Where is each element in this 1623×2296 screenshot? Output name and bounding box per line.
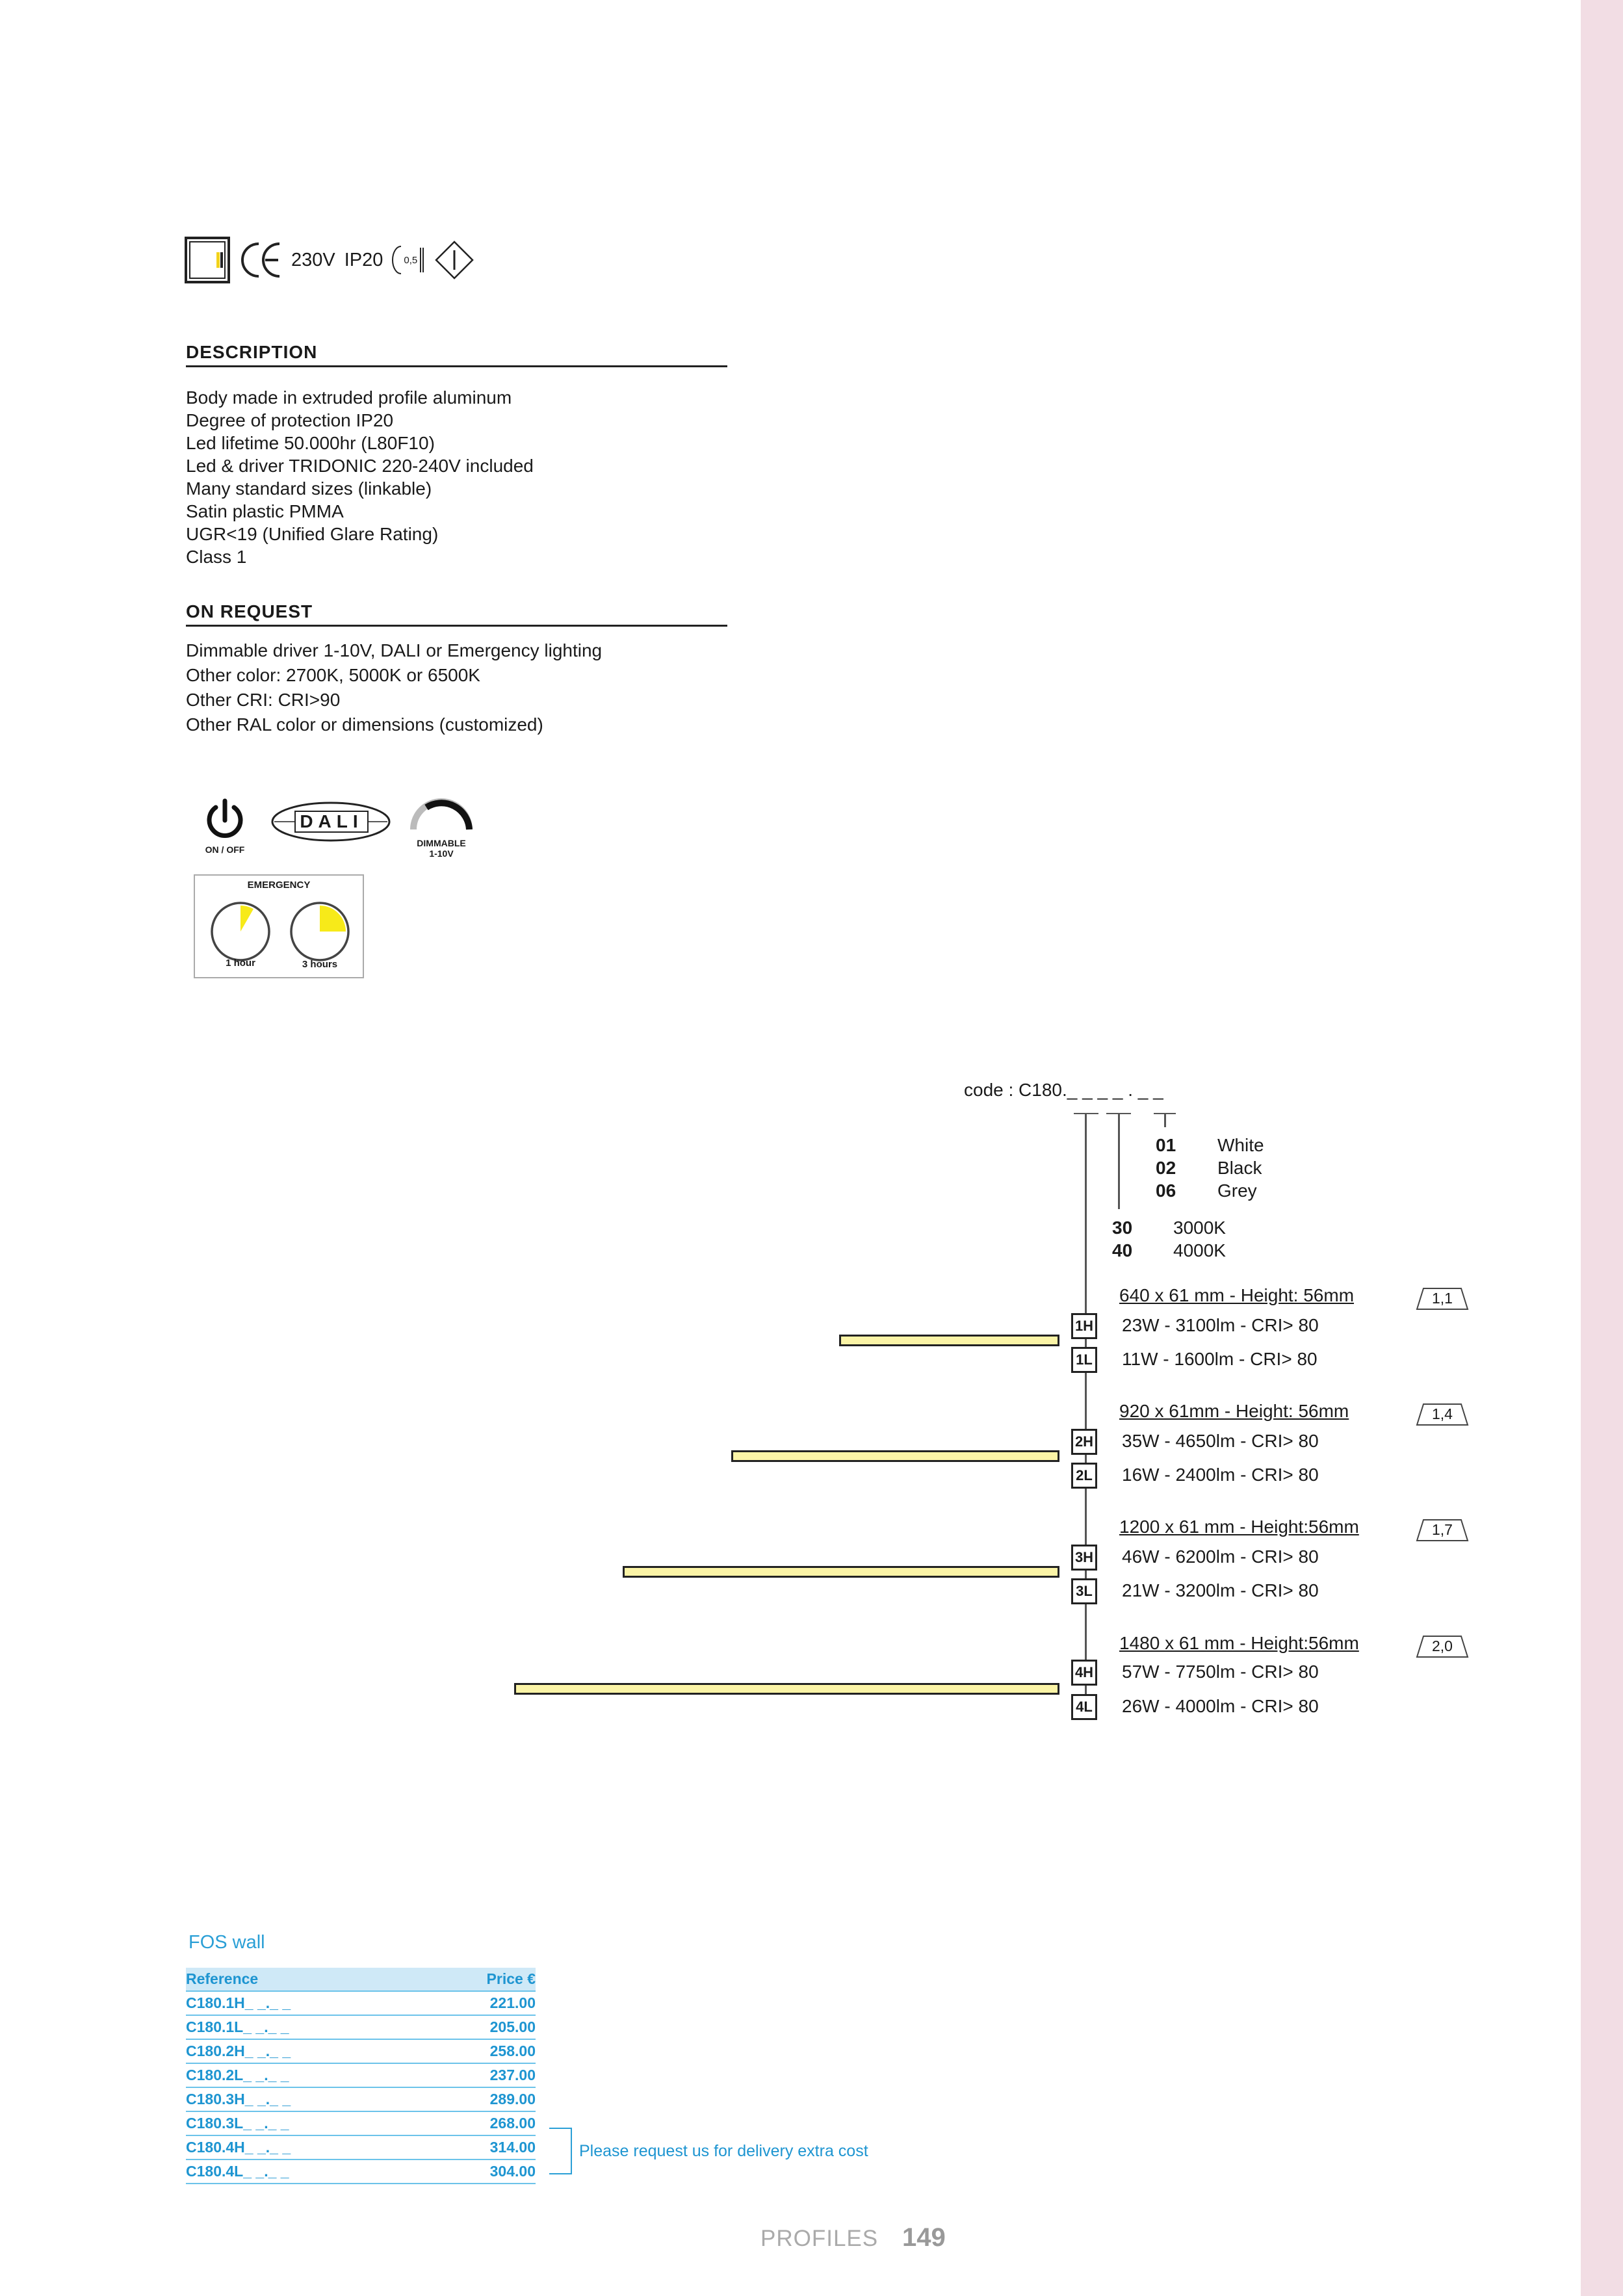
luminaire-bar-640 [839, 1335, 1059, 1346]
certification-row [185, 237, 474, 283]
temp-name: 4000K [1173, 1240, 1226, 1260]
variant-spec: 21W - 3200lm - CRI> 80 [1122, 1580, 1319, 1600]
table-row [186, 2135, 536, 2159]
temp-code: 40 [1112, 1240, 1133, 1260]
price-cell: 221.00 [424, 1991, 536, 2015]
price-cell: 304.00 [424, 2159, 536, 2184]
table-row [186, 2015, 536, 2039]
delivery-note: Please request us for delivery extra cost [579, 2142, 868, 2160]
size-dimensions: 1480 x 61 mm - Height:56mm [1119, 1633, 1359, 1653]
dali-label: DALI [300, 811, 363, 831]
price-table-title: FOS wall [188, 1932, 265, 1953]
color-code: 02 [1156, 1158, 1176, 1178]
variant-spec: 23W - 3100lm - CRI> 80 [1122, 1315, 1319, 1335]
onoff-label: ON / OFF [205, 844, 245, 855]
page-sidebar-band [1581, 0, 1623, 2296]
reference-cell: C180.4L_ _._ _ [186, 2159, 424, 2184]
on-request-line: Other color: 2700K, 5000K or 6500K [186, 665, 480, 685]
size-dimensions: 1200 x 61 mm - Height:56mm [1119, 1517, 1359, 1537]
min-distance-icon [392, 245, 425, 275]
footer-section-label: PROFILES [760, 2226, 879, 2251]
emergency-label: EMERGENCY [247, 880, 311, 891]
power-icon [200, 798, 250, 841]
table-row [186, 2087, 536, 2111]
description-list [186, 386, 534, 568]
ce-mark-icon [239, 240, 282, 280]
min-distance-value: 0,5 [404, 254, 418, 266]
dimmable-option [408, 798, 474, 859]
on-request-heading: ON REQUEST [186, 601, 727, 627]
price-cell: 258.00 [424, 2039, 536, 2063]
size-dimensions: 640 x 61 mm - Height: 56mm [1119, 1285, 1355, 1305]
variant-spec: 11W - 1600lm - CRI> 80 [1122, 1349, 1318, 1369]
dali-option [270, 801, 391, 842]
variant-tag: 1H [1071, 1313, 1097, 1339]
reference-cell: C180.2L_ _._ _ [186, 2063, 424, 2087]
description-line: Body made in extruded profile aluminum [186, 387, 512, 408]
weight-value: 1,1 [1432, 1290, 1453, 1307]
color-code: 01 [1156, 1135, 1176, 1155]
emergency-option [194, 874, 364, 978]
price-cell: 289.00 [424, 2087, 536, 2111]
luminaire-bar-920 [731, 1450, 1059, 1462]
color-name: Black [1217, 1158, 1262, 1178]
three-hours-clock-icon [289, 900, 351, 963]
table-row [186, 1991, 536, 2015]
luminaire-bar-1200 [623, 1566, 1059, 1578]
dimmer-arc-icon [408, 798, 474, 835]
variant-tag: 3L [1071, 1578, 1097, 1604]
variant-spec: 26W - 4000lm - CRI> 80 [1122, 1696, 1319, 1716]
description-line: Satin plastic PMMA [186, 501, 344, 521]
color-name: White [1217, 1135, 1264, 1155]
size-dimensions: 920 x 61mm - Height: 56mm [1119, 1401, 1349, 1421]
description-line: Class 1 [186, 547, 247, 567]
color-name: Grey [1217, 1181, 1257, 1201]
on-request-line: Other RAL color or dimensions (customized) [186, 714, 543, 735]
code-prefix: code : C180. [964, 1080, 1067, 1100]
reference-cell: C180.1L_ _._ _ [186, 2015, 424, 2039]
price-cell: 268.00 [424, 2111, 536, 2135]
description-line: Degree of protection IP20 [186, 410, 394, 430]
weight-value: 1,4 [1432, 1405, 1453, 1422]
description-line: Led & driver TRIDONIC 220-240V included [186, 456, 534, 476]
one-hour-label: 1 hour [226, 958, 255, 969]
reference-cell: C180.3H_ _._ _ [186, 2087, 424, 2111]
one-hour-clock-icon [209, 900, 272, 963]
table-row [186, 2159, 536, 2184]
variant-tag: 3H [1071, 1545, 1097, 1571]
code-pattern [964, 1080, 1163, 1101]
page-number: 149 [902, 2223, 946, 2252]
reference-cell: C180.3L_ _._ _ [186, 2111, 424, 2135]
temp-code: 30 [1112, 1218, 1133, 1238]
variant-tag: 2L [1071, 1463, 1097, 1489]
variant-spec: 46W - 6200lm - CRI> 80 [1122, 1546, 1319, 1567]
weight-value: 2,0 [1432, 1637, 1453, 1654]
price-cell: 237.00 [424, 2063, 536, 2087]
dimmable-label: DIMMABLE [417, 838, 466, 848]
table-row [186, 2111, 536, 2135]
variant-tag: 1L [1071, 1347, 1097, 1373]
variant-spec: 35W - 4650lm - CRI> 80 [1122, 1431, 1319, 1451]
size-connector-line [1085, 1113, 1087, 1714]
color-connector-line [1164, 1113, 1166, 1127]
description-heading: DESCRIPTION [186, 342, 727, 367]
variant-spec: 57W - 7750lm - CRI> 80 [1122, 1662, 1319, 1682]
reference-cell: C180.2H_ _._ _ [186, 2039, 424, 2063]
class-one-icon [434, 240, 474, 280]
dimmable-range-label: 1-10V [429, 848, 454, 859]
price-column-header: Price € [424, 1968, 536, 1991]
temp-name: 3000K [1173, 1218, 1226, 1238]
variant-spec: 16W - 2400lm - CRI> 80 [1122, 1465, 1319, 1485]
variant-tag: 2H [1071, 1429, 1097, 1455]
table-row [186, 2039, 536, 2063]
table-row [186, 2063, 536, 2087]
reference-cell: C180.1H_ _._ _ [186, 1991, 424, 2015]
onoff-option [200, 798, 250, 855]
on-request-list [186, 638, 602, 737]
ip-rating-label: IP20 [344, 249, 383, 270]
luminaire-bar-1480 [514, 1683, 1059, 1695]
wall-luminaire-icon [185, 237, 230, 283]
reference-column-header: Reference [186, 1968, 424, 1991]
delivery-note-bracket [549, 2128, 572, 2174]
color-code: 06 [1156, 1181, 1176, 1201]
on-request-line: Dimmable driver 1-10V, DALI or Emergency lighting [186, 640, 603, 660]
voltage-label: 230V [291, 249, 335, 270]
price-table [186, 1968, 536, 2184]
description-line: Led lifetime 50.000hr (L80F10) [186, 433, 435, 453]
code-placeholder: _ _ _ _ . _ _ [1067, 1080, 1163, 1100]
variant-tag: 4L [1071, 1694, 1097, 1720]
variant-tag: 4H [1071, 1660, 1097, 1686]
price-table-header [186, 1968, 536, 1991]
reference-cell: C180.4H_ _._ _ [186, 2135, 424, 2159]
description-line: Many standard sizes (linkable) [186, 478, 432, 499]
on-request-line: Other CRI: CRI>90 [186, 690, 341, 710]
price-cell: 205.00 [424, 2015, 536, 2039]
three-hours-label: 3 hours [302, 959, 338, 970]
price-cell: 314.00 [424, 2135, 536, 2159]
description-line: UGR<19 (Unified Glare Rating) [186, 524, 439, 544]
weight-value: 1,7 [1432, 1521, 1453, 1538]
temp-connector-line [1118, 1113, 1120, 1209]
